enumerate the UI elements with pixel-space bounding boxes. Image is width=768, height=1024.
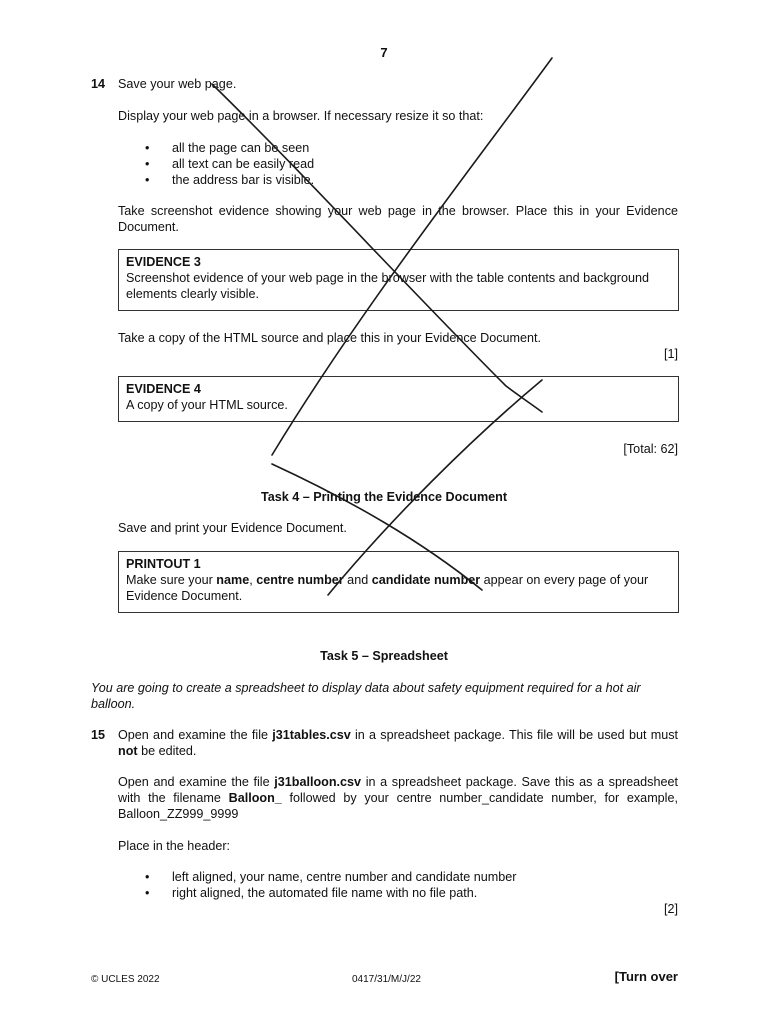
printout-1-body: Make sure your name, centre number and candidate number appear on every page of your Evidence Document.	[126, 573, 649, 603]
q14-total-marks: [Total: 62]	[623, 442, 678, 456]
list-item: • right aligned, the automated file name with no file path.	[118, 885, 516, 901]
task-4-instruction: Save and print your Evidence Document.	[118, 521, 347, 535]
q15-paragraph-1: Open and examine the file j31tables.csv in a spreadsheet package. This file will be used but must not be edited.	[118, 728, 678, 758]
question-15-number: 15	[91, 728, 106, 742]
q14-copy-instruction: Take a copy of the HTML source and place this in your Evidence Document.	[118, 331, 542, 345]
printout-1-box	[118, 551, 679, 613]
footer-turn-over: [Turn over	[614, 969, 678, 984]
q15-marks: [2]	[663, 902, 678, 916]
evidence-4-body: A copy of your HTML source.	[126, 398, 288, 412]
q14-save-instruction: Save your web page.	[118, 77, 237, 91]
task-5-intro: You are going to create a spreadsheet to display data about safety equipment required for a hot air balloon.	[91, 681, 641, 711]
q15-bullet-list	[118, 869, 516, 901]
evidence-3-body: Screenshot evidence of your web page in the browser with the table contents and background elements clearly visible.	[126, 271, 649, 301]
q14-marks: [1]	[663, 347, 678, 361]
q14-screenshot-instruction: Take screenshot evidence showing your web page in the browser. Place this in your Evidence Document.	[118, 204, 678, 234]
evidence-4-box	[118, 376, 679, 422]
question-14-number: 14	[91, 77, 106, 91]
evidence-4-title: EVIDENCE 4	[126, 382, 201, 396]
evidence-3-box	[118, 249, 679, 311]
q14-bullet-list	[118, 140, 314, 188]
q15-header-instruction: Place in the header:	[118, 839, 231, 853]
list-item: • left aligned, your name, centre number and candidate number	[118, 869, 516, 885]
footer-copyright: © UCLES 2022	[91, 974, 160, 985]
q14-display-instruction: Display your web page in a browser. If necessary resize it so that:	[118, 109, 484, 123]
q15-paragraph-2: Open and examine the file j31balloon.csv in a spreadsheet package. Save this as a spreadsheet with the filename Balloon_ followed by your centre number_candidate number, for example, Balloon_ZZ999_9999	[118, 775, 678, 821]
footer-paper-code: 0417/31/M/J/22	[352, 974, 421, 985]
page-number: 7	[380, 45, 388, 60]
task-4-heading: Task 4 – Printing the Evidence Document	[260, 490, 508, 504]
evidence-3-title: EVIDENCE 3	[126, 255, 201, 269]
list-item: • the address bar is visible.	[118, 172, 314, 188]
task-5-heading: Task 5 – Spreadsheet	[320, 649, 448, 663]
list-item: • all text can be easily read	[118, 156, 314, 172]
cross-out-stroke	[212, 84, 542, 412]
printout-1-title: PRINTOUT 1	[126, 557, 201, 571]
list-item: • all the page can be seen	[118, 140, 314, 156]
